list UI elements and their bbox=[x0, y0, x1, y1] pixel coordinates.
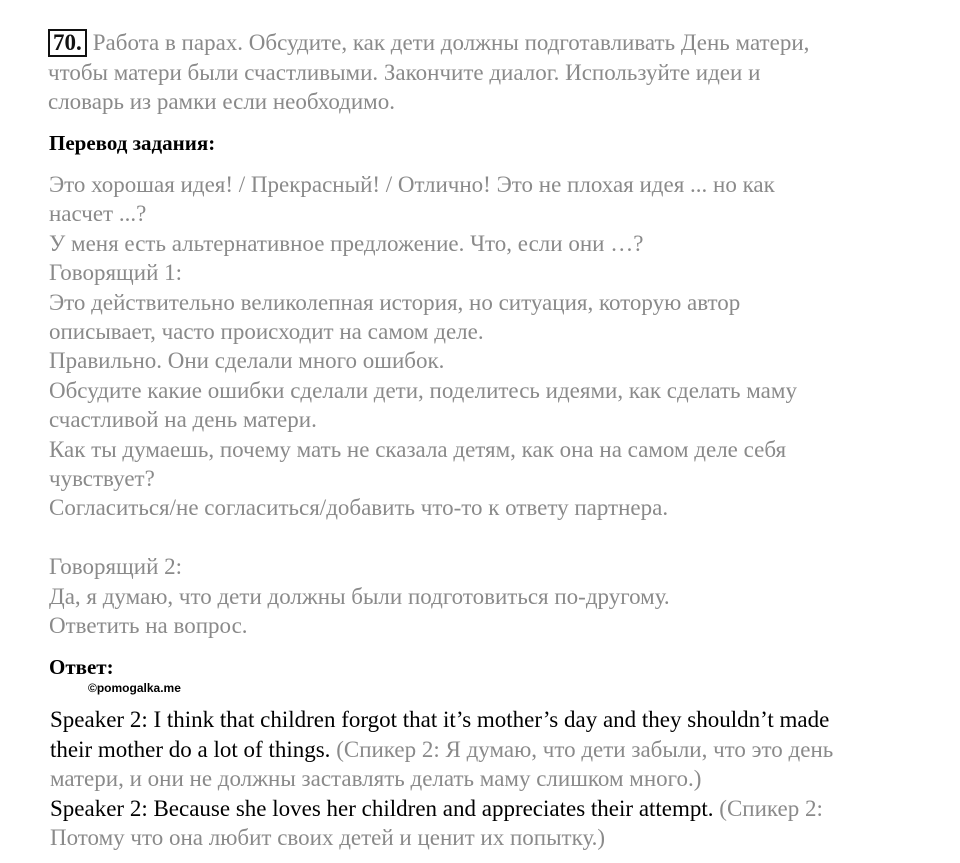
task-text-line-1: Работа в парах. Обсудите, как дети должны подготавливать День матери, bbox=[92, 30, 810, 55]
answer-line: Потому что она любит своих детей и ценит их попытку.) bbox=[50, 825, 606, 851]
task-text-line-3: словарь из рамки если необходимо. bbox=[48, 89, 395, 114]
translation-line: Правильно. Они сделали много ошибок. bbox=[49, 348, 445, 374]
task-text-line-2: чтобы матери были счастливыми. Закончите диалог. Используйте идеи и bbox=[48, 59, 761, 85]
translation-line: Ответить на вопрос. bbox=[49, 613, 248, 639]
translation-line: У меня есть альтернативное предложение. Что, если они …? bbox=[49, 230, 644, 256]
translation-line: описывает, часто происходит на самом деле. bbox=[49, 319, 484, 345]
translation-line: насчет ...? bbox=[49, 201, 147, 227]
answer-russian: (Спикер 2: Я думаю, что дети забыли, что это день bbox=[330, 736, 834, 762]
answer-line bbox=[50, 735, 940, 765]
watermark: ©pomogalka.me bbox=[88, 681, 181, 695]
translation-line: Как ты думаешь, почему мать не сказала детям, как она на самом деле себя bbox=[49, 436, 787, 462]
translation-line: Это хорошая идея! / Прекрасный! / Отлично! Это не плохая идея ... но как bbox=[49, 172, 775, 197]
translation-line: Говорящий 2: bbox=[49, 554, 183, 580]
answer-line bbox=[50, 794, 940, 824]
translation-line: Согласиться/не согласиться/добавить что-то к ответу партнера. bbox=[49, 495, 669, 521]
translation-line: Говорящий 1: bbox=[49, 260, 183, 286]
answer-heading: Ответ: bbox=[49, 655, 114, 679]
task-statement bbox=[48, 28, 928, 117]
task-number: 70. bbox=[48, 29, 87, 57]
answer-english: Speaker 2: Because she loves her children and appreciates their attempt. bbox=[50, 795, 714, 821]
answer-text bbox=[50, 705, 940, 853]
translation-line: чувствует? bbox=[49, 466, 155, 492]
translation-line: Да, я думаю, что дети должны были подготовиться по-другому. bbox=[49, 583, 670, 609]
translation-line: счастливой на день матери. bbox=[49, 407, 317, 433]
translation-line: Обсудите какие ошибки сделали дети, поделитесь идеями, как сделать маму bbox=[49, 377, 797, 403]
translation-heading: Перевод задания: bbox=[49, 131, 216, 155]
translation-line: Это действительно великолепная история, но ситуация, которую автор bbox=[49, 289, 741, 315]
answer-english: their mother do a lot of things. bbox=[50, 736, 331, 762]
answer-line: матери, и они не должны заставлять делать маму слишком много.) bbox=[50, 766, 702, 792]
answer-russian: (Спикер 2: bbox=[713, 795, 823, 821]
blank-line bbox=[49, 523, 929, 552]
answer-line: Speaker 2: I think that children forgot that it’s mother’s day and they shouldn’t made bbox=[50, 707, 830, 732]
translation-text bbox=[49, 170, 929, 640]
